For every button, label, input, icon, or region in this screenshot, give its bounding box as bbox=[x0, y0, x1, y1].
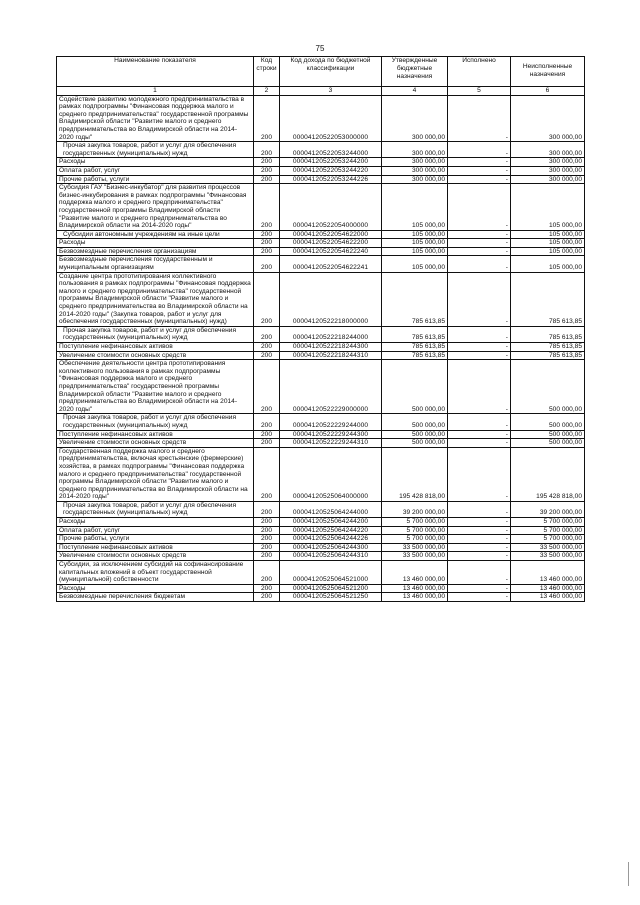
row-name: Государственная поддержка малого и среднего предпринимательства, включая крестьянские (фермерские) хозяйства, в рамках подпрограммы "Финансовая поддержка малого и среднего предпринимательства" государственной программы Владимирской области "Развитие малого и среднего предпринимательства во Владимирской области на 2014-2020 годы" bbox=[57, 447, 254, 501]
page-number: 75 bbox=[315, 44, 325, 53]
row-done: - bbox=[448, 501, 511, 517]
row-remaining: 105 000,00 bbox=[511, 256, 585, 272]
row-code: 200 bbox=[254, 360, 280, 414]
row-code: 200 bbox=[254, 158, 280, 167]
row-done: - bbox=[448, 326, 511, 342]
row-remaining: 13 460 000,00 bbox=[511, 593, 585, 602]
row-remaining: 105 000,00 bbox=[511, 239, 585, 248]
row-name: Создание центра прототипирования коллективного пользования в рамках подпрограммы "Финансовая поддержка малого и среднего предпринимательства" государственной программы Владимирской области "Развитие малого и среднего предпринимательства во Владимирской области на 2014-2020 годы" (Закупка товаров, работ и услуг для обеспечения государственных (муниципальных) нужд) bbox=[57, 272, 254, 326]
row-name: Прочие работы, услуги bbox=[57, 535, 254, 544]
row-remaining: 300 000,00 bbox=[511, 158, 585, 167]
row-approved: 500 000,00 bbox=[382, 414, 448, 430]
row-code: 200 bbox=[254, 593, 280, 602]
row-kd: 00004120522054622200 bbox=[280, 239, 382, 248]
row-remaining: 195 428 818,00 bbox=[511, 447, 585, 501]
row-name: Прочая закупка товаров, работ и услуг для обеспечения государственных (муниципальных) нужд bbox=[57, 142, 254, 158]
row-kd: 00004120525064000000 bbox=[280, 447, 382, 501]
row-remaining: 39 200 000,00 bbox=[511, 501, 585, 517]
row-name: Прочая закупка товаров, работ и услуг для обеспечения государственных (муниципальных) нужд bbox=[57, 501, 254, 517]
row-remaining: 300 000,00 bbox=[511, 142, 585, 158]
row-code: 200 bbox=[254, 142, 280, 158]
row-name: Оплата работ, услуг bbox=[57, 166, 254, 175]
table-row bbox=[57, 526, 585, 535]
row-done: - bbox=[448, 447, 511, 501]
row-approved: 105 000,00 bbox=[382, 256, 448, 272]
row-name: Субсидия ГАУ "Бизнес-инкубатор" для развития процессов бизнес-инкубирования в рамках подпрограммы "Финансовая поддержка малого и среднего предпринимательства" государственной программы Владимирской области "Развитие малого и среднего предпринимательства во Владимирской области на 2014-2020 годы" bbox=[57, 184, 254, 231]
table-row bbox=[57, 439, 585, 448]
column-number: 6 bbox=[511, 87, 585, 96]
row-done: - bbox=[448, 552, 511, 561]
row-done: - bbox=[448, 230, 511, 239]
report-table bbox=[56, 56, 585, 602]
row-code: 200 bbox=[254, 543, 280, 552]
row-remaining: 500 000,00 bbox=[511, 430, 585, 439]
row-code: 200 bbox=[254, 239, 280, 248]
row-done: - bbox=[448, 239, 511, 248]
row-kd: 00004120525064244000 bbox=[280, 501, 382, 517]
table-row bbox=[57, 247, 585, 256]
row-code: 200 bbox=[254, 526, 280, 535]
column-number: 1 bbox=[57, 87, 254, 96]
row-kd: 00004120525064521200 bbox=[280, 584, 382, 593]
row-name: Расходы bbox=[57, 239, 254, 248]
row-name: Безвозмездные перечисления бюджетам bbox=[57, 593, 254, 602]
row-approved: 300 000,00 bbox=[382, 158, 448, 167]
table-row bbox=[57, 430, 585, 439]
header-kd: Код дохода по бюджетной классификации bbox=[280, 57, 382, 87]
row-done: - bbox=[448, 535, 511, 544]
row-name: Оплата работ, услуг bbox=[57, 526, 254, 535]
row-code: 200 bbox=[254, 501, 280, 517]
row-approved: 105 000,00 bbox=[382, 230, 448, 239]
row-approved: 785 613,85 bbox=[382, 326, 448, 342]
table-row bbox=[57, 584, 585, 593]
table-row bbox=[57, 360, 585, 414]
row-approved: 785 613,85 bbox=[382, 343, 448, 352]
row-approved: 500 000,00 bbox=[382, 439, 448, 448]
row-approved: 785 613,85 bbox=[382, 272, 448, 326]
row-remaining: 500 000,00 bbox=[511, 414, 585, 430]
table-row bbox=[57, 142, 585, 158]
table-row bbox=[57, 95, 585, 142]
table-row bbox=[57, 351, 585, 360]
row-done: - bbox=[448, 526, 511, 535]
table-row bbox=[57, 230, 585, 239]
row-done: - bbox=[448, 158, 511, 167]
table-row bbox=[57, 184, 585, 231]
row-kd: 00004120525064521250 bbox=[280, 593, 382, 602]
row-remaining: 33 500 000,00 bbox=[511, 552, 585, 561]
row-done: - bbox=[448, 343, 511, 352]
row-kd: 00004120522053244200 bbox=[280, 158, 382, 167]
header-remaining: Неисполненные назначения bbox=[511, 57, 585, 87]
row-remaining: 13 460 000,00 bbox=[511, 561, 585, 585]
row-done: - bbox=[448, 414, 511, 430]
row-name: Содействие развитию молодежного предпринимательства в рамках подпрограммы "Финансовая поддержка малого и среднего предпринимательства" государственной программы Владимирской области "Развитие малого и среднего предпринимательства во Владимирской области на 2014-2020 годы" bbox=[57, 95, 254, 142]
row-code: 200 bbox=[254, 247, 280, 256]
row-code: 200 bbox=[254, 351, 280, 360]
row-name: Увеличение стоимости основных средств bbox=[57, 552, 254, 561]
row-remaining: 105 000,00 bbox=[511, 184, 585, 231]
row-kd: 00004120522054622241 bbox=[280, 256, 382, 272]
row-name: Субсидии автономным учреждениям на иные цели bbox=[57, 230, 254, 239]
column-number-row bbox=[57, 87, 585, 96]
row-code: 200 bbox=[254, 184, 280, 231]
row-done: - bbox=[448, 166, 511, 175]
row-kd: 00004120522229244310 bbox=[280, 439, 382, 448]
row-remaining: 500 000,00 bbox=[511, 439, 585, 448]
row-kd: 00004120525064521000 bbox=[280, 561, 382, 585]
row-code: 200 bbox=[254, 535, 280, 544]
row-code: 200 bbox=[254, 439, 280, 448]
row-name: Увеличение стоимости основных средств bbox=[57, 351, 254, 360]
row-approved: 300 000,00 bbox=[382, 175, 448, 184]
table-row bbox=[57, 535, 585, 544]
row-done: - bbox=[448, 175, 511, 184]
row-remaining: 105 000,00 bbox=[511, 230, 585, 239]
row-approved: 300 000,00 bbox=[382, 95, 448, 142]
row-done: - bbox=[448, 142, 511, 158]
row-approved: 300 000,00 bbox=[382, 166, 448, 175]
row-name: Поступление нефинансовых активов bbox=[57, 430, 254, 439]
row-kd: 00004120522218244310 bbox=[280, 351, 382, 360]
row-remaining: 105 000,00 bbox=[511, 247, 585, 256]
header-approved: Утвержденные бюджетные назначения bbox=[382, 57, 448, 87]
row-approved: 5 700 000,00 bbox=[382, 518, 448, 527]
row-kd: 00004120522229000000 bbox=[280, 360, 382, 414]
row-approved: 39 200 000,00 bbox=[382, 501, 448, 517]
row-name: Субсидии, за исключением субсидий на софинансирование капитальных вложений в объект государственной (муниципальной) собственности bbox=[57, 561, 254, 585]
row-approved: 5 700 000,00 bbox=[382, 526, 448, 535]
row-approved: 105 000,00 bbox=[382, 239, 448, 248]
row-remaining: 5 700 000,00 bbox=[511, 518, 585, 527]
row-kd: 00004120522053244220 bbox=[280, 166, 382, 175]
row-kd: 00004120525064244220 bbox=[280, 526, 382, 535]
row-approved: 500 000,00 bbox=[382, 360, 448, 414]
row-approved: 105 000,00 bbox=[382, 247, 448, 256]
row-code: 200 bbox=[254, 561, 280, 585]
row-done: - bbox=[448, 351, 511, 360]
row-code: 200 bbox=[254, 414, 280, 430]
table-row bbox=[57, 501, 585, 517]
row-name: Расходы bbox=[57, 584, 254, 593]
row-code: 200 bbox=[254, 326, 280, 342]
row-approved: 5 700 000,00 bbox=[382, 535, 448, 544]
row-name: Прочие работы, услуги bbox=[57, 175, 254, 184]
row-remaining: 300 000,00 bbox=[511, 166, 585, 175]
row-kd: 00004120522053244000 bbox=[280, 142, 382, 158]
row-done: - bbox=[448, 593, 511, 602]
row-remaining: 300 000,00 bbox=[511, 95, 585, 142]
row-done: - bbox=[448, 95, 511, 142]
row-kd: 00004120522054622240 bbox=[280, 247, 382, 256]
column-number: 5 bbox=[448, 87, 511, 96]
row-approved: 300 000,00 bbox=[382, 142, 448, 158]
row-approved: 500 000,00 bbox=[382, 430, 448, 439]
table-row bbox=[57, 256, 585, 272]
table-row bbox=[57, 447, 585, 501]
row-code: 200 bbox=[254, 230, 280, 239]
row-kd: 00004120522218000000 bbox=[280, 272, 382, 326]
row-remaining: 13 460 000,00 bbox=[511, 584, 585, 593]
row-code: 200 bbox=[254, 95, 280, 142]
table-row bbox=[57, 593, 585, 602]
row-name: Поступление нефинансовых активов bbox=[57, 343, 254, 352]
row-code: 200 bbox=[254, 343, 280, 352]
row-kd: 00004120522218244000 bbox=[280, 326, 382, 342]
column-number: 2 bbox=[254, 87, 280, 96]
header-name: Наименование показателя bbox=[57, 57, 254, 87]
table-row bbox=[57, 158, 585, 167]
row-remaining: 5 700 000,00 bbox=[511, 535, 585, 544]
header-row bbox=[57, 57, 585, 87]
row-done: - bbox=[448, 439, 511, 448]
table-row bbox=[57, 326, 585, 342]
row-name: Поступление нефинансовых активов bbox=[57, 543, 254, 552]
row-remaining: 785 613,85 bbox=[511, 272, 585, 326]
column-number: 3 bbox=[280, 87, 382, 96]
row-name: Прочая закупка товаров, работ и услуг для обеспечения государственных (муниципальных) нужд bbox=[57, 326, 254, 342]
row-name: Безвозмездные перечисления организациям bbox=[57, 247, 254, 256]
row-kd: 00004120522053244226 bbox=[280, 175, 382, 184]
row-approved: 13 460 000,00 bbox=[382, 561, 448, 585]
row-remaining: 785 613,85 bbox=[511, 326, 585, 342]
row-kd: 00004120522218244300 bbox=[280, 343, 382, 352]
row-name: Прочая закупка товаров, работ и услуг для обеспечения государственных (муниципальных) нужд bbox=[57, 414, 254, 430]
table-row bbox=[57, 175, 585, 184]
row-approved: 33 500 000,00 bbox=[382, 543, 448, 552]
row-remaining: 5 700 000,00 bbox=[511, 526, 585, 535]
row-remaining: 785 613,85 bbox=[511, 343, 585, 352]
table-row bbox=[57, 561, 585, 585]
table-row bbox=[57, 518, 585, 527]
row-remaining: 33 500 000,00 bbox=[511, 543, 585, 552]
row-kd: 00004120525064244226 bbox=[280, 535, 382, 544]
table-row bbox=[57, 414, 585, 430]
row-code: 200 bbox=[254, 166, 280, 175]
row-remaining: 300 000,00 bbox=[511, 175, 585, 184]
header-done: Исполнено bbox=[448, 57, 511, 87]
row-name: Безвозмездные перечисления государственным и муниципальным организациям bbox=[57, 256, 254, 272]
table-row bbox=[57, 343, 585, 352]
row-code: 200 bbox=[254, 175, 280, 184]
row-kd: 00004120522053000000 bbox=[280, 95, 382, 142]
row-done: - bbox=[448, 272, 511, 326]
row-name: Увеличение стоимости основных средств bbox=[57, 439, 254, 448]
row-remaining: 785 613,85 bbox=[511, 351, 585, 360]
table-row bbox=[57, 166, 585, 175]
row-done: - bbox=[448, 430, 511, 439]
row-name: Расходы bbox=[57, 158, 254, 167]
table-row bbox=[57, 543, 585, 552]
column-number: 4 bbox=[382, 87, 448, 96]
row-code: 200 bbox=[254, 518, 280, 527]
row-approved: 13 460 000,00 bbox=[382, 584, 448, 593]
margin-mark bbox=[628, 862, 632, 886]
row-done: - bbox=[448, 247, 511, 256]
row-done: - bbox=[448, 584, 511, 593]
row-kd: 00004120522054622000 bbox=[280, 230, 382, 239]
row-code: 200 bbox=[254, 430, 280, 439]
row-code: 200 bbox=[254, 584, 280, 593]
row-kd: 00004120525064244300 bbox=[280, 543, 382, 552]
row-kd: 00004120522229244000 bbox=[280, 414, 382, 430]
row-kd: 00004120522229244300 bbox=[280, 430, 382, 439]
row-name: Обеспечение деятельности центра прототипирования коллективного пользования в рамках подпрограммы "Финансовая поддержка малого и среднего предпринимательства" государственной программы Владимирской области "Развитие малого и среднего предпринимательства во Владимирской области на 2014-2020 годы" bbox=[57, 360, 254, 414]
row-name: Расходы bbox=[57, 518, 254, 527]
table-row bbox=[57, 272, 585, 326]
table-row bbox=[57, 552, 585, 561]
row-done: - bbox=[448, 184, 511, 231]
header-code: Код строки bbox=[254, 57, 280, 87]
row-done: - bbox=[448, 256, 511, 272]
table-row bbox=[57, 239, 585, 248]
row-done: - bbox=[448, 543, 511, 552]
row-approved: 105 000,00 bbox=[382, 184, 448, 231]
row-done: - bbox=[448, 561, 511, 585]
row-code: 200 bbox=[254, 447, 280, 501]
row-code: 200 bbox=[254, 272, 280, 326]
row-remaining: 500 000,00 bbox=[511, 360, 585, 414]
row-code: 200 bbox=[254, 256, 280, 272]
row-approved: 33 500 000,00 bbox=[382, 552, 448, 561]
row-approved: 13 460 000,00 bbox=[382, 593, 448, 602]
row-done: - bbox=[448, 518, 511, 527]
row-kd: 00004120525064244200 bbox=[280, 518, 382, 527]
row-code: 200 bbox=[254, 552, 280, 561]
row-kd: 00004120525064244310 bbox=[280, 552, 382, 561]
row-done: - bbox=[448, 360, 511, 414]
row-kd: 00004120522054000000 bbox=[280, 184, 382, 231]
report-body bbox=[57, 95, 585, 601]
row-approved: 195 428 818,00 bbox=[382, 447, 448, 501]
row-approved: 785 613,85 bbox=[382, 351, 448, 360]
